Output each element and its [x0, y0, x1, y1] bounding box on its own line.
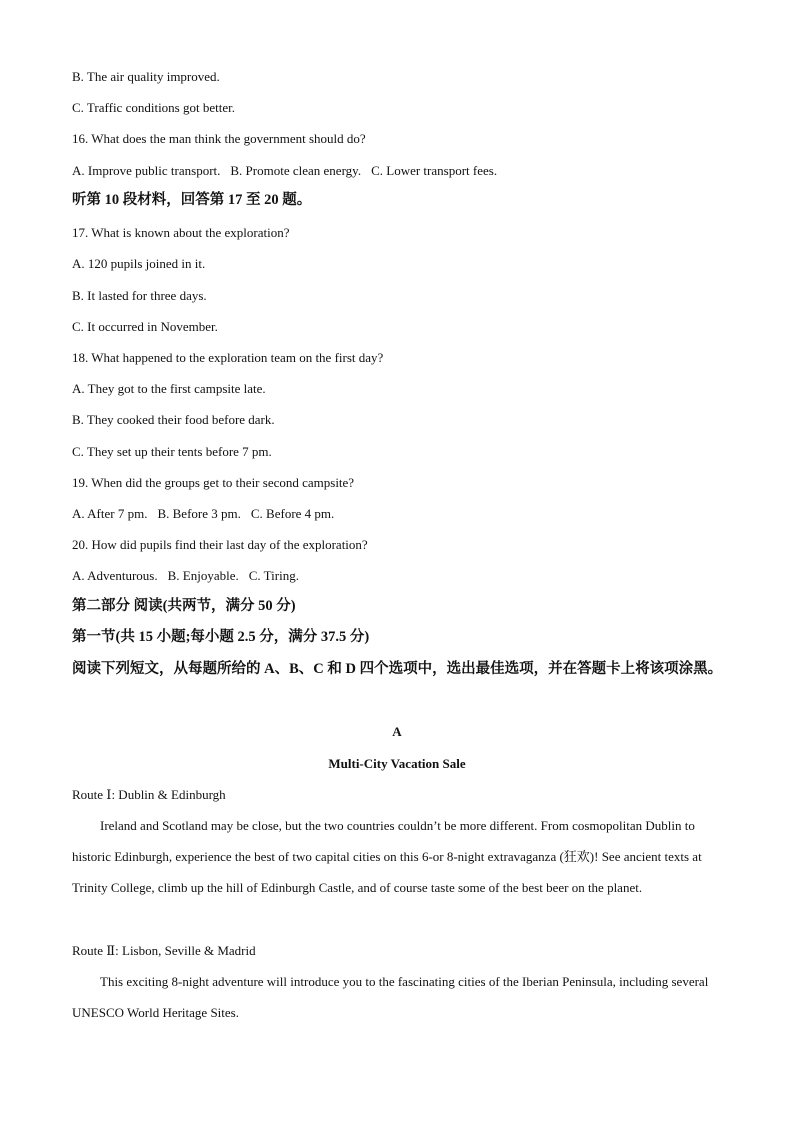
q17-question: 17. What is known about the exploration?: [72, 225, 290, 240]
reading-instruction: 阅读下列短文，从每题所给的 A、B、C 和 D 四个选项中，选出最佳选项，并在答题卡上将该项涂黑。: [72, 661, 723, 677]
section10-heading: 听第 10 段材料，回答第 17 至 20 题。: [72, 192, 312, 208]
q17-option-b: B. It lasted for three days.: [72, 288, 207, 303]
q16-options: [72, 162, 497, 179]
passage-letter: A: [392, 724, 402, 739]
q19-question: 19. When did the groups get to their second campsite?: [72, 475, 355, 490]
q19-option-a: A. After 7 pm.: [72, 506, 148, 521]
q20-option-c: C. Tiring.: [248, 568, 299, 583]
q20-option-b: B. Enjoyable.: [167, 568, 239, 583]
q16-option-b: B. Promote clean energy.: [230, 163, 362, 178]
route-1-body: Ireland and Scotland may be close, but the two countries couldn’t be more different. From cosmopolitan Dublin to historic Edinburgh, experience the best of two capital cities on this 6-or 8-night extravaganza (狂欢)! See ancient texts at Trinity College, climb up the hill of Edinburgh Castle, and of course taste some of the best beer on the planet.: [72, 818, 702, 895]
route-1-text: [72, 810, 724, 903]
reading-part-heading: 第二部分 阅读(共两节，满分 50 分): [72, 598, 296, 614]
q16-option-c: C. Lower transport fees.: [371, 163, 498, 178]
q16-option-a: A. Improve public transport.: [72, 163, 221, 178]
q18-option-b: B. They cooked their food before dark.: [72, 412, 275, 427]
q19-option-c: C. Before 4 pm.: [250, 506, 335, 521]
route-2-body: This exciting 8-night adventure will introduce you to the fascinating cities of the Iberian Peninsula, including several UNESCO World Heritage Sites.: [72, 974, 709, 1020]
q20-question: 20. How did pupils find their last day of the exploration?: [72, 537, 368, 552]
q17-option-a: A. 120 pupils joined in it.: [72, 256, 206, 271]
route-2-label: Route Ⅱ: Lisbon, Seville & Madrid: [72, 943, 256, 958]
q18-option-a: A. They got to the first campsite late.: [72, 381, 266, 396]
q20-options: [72, 567, 299, 584]
route-1-label: Route Ⅰ: Dublin & Edinburgh: [72, 787, 226, 802]
route-2-text: [72, 966, 724, 1028]
q20-option-a: A. Adventurous.: [72, 568, 158, 583]
q15-option-c: C. Traffic conditions got better.: [72, 100, 235, 115]
q18-option-c: C. They set up their tents before 7 pm.: [72, 444, 272, 459]
q19-option-b: B. Before 3 pm.: [157, 506, 241, 521]
q15-option-b: B. The air quality improved.: [72, 69, 220, 84]
q17-option-c: C. It occurred in November.: [72, 319, 218, 334]
reading-section-heading: 第一节(共 15 小题;每小题 2.5 分，满分 37.5 分): [72, 629, 370, 645]
q19-options: [72, 505, 334, 522]
q18-question: 18. What happened to the exploration team on the first day?: [72, 350, 384, 365]
q16-question: 16. What does the man think the government should do?: [72, 131, 366, 146]
passage-title: Multi-City Vacation Sale: [328, 756, 466, 771]
